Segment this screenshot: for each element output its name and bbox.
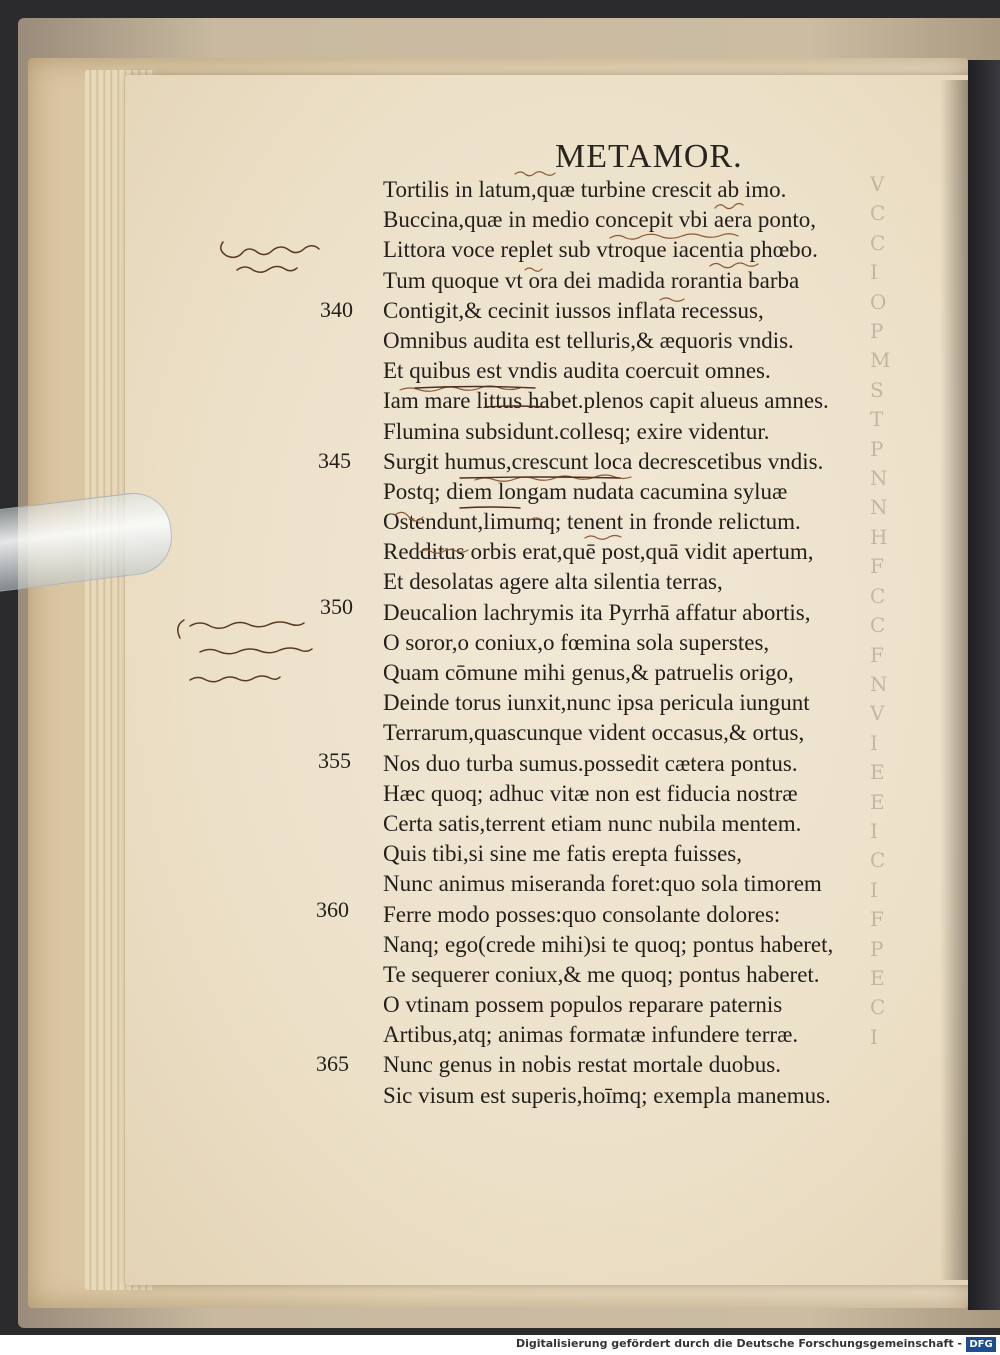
annotation-stroke: [395, 512, 423, 521]
underline-stroke: [460, 477, 620, 478]
margin-note: [215, 230, 335, 290]
verse-line: Iam mare littus habet.plenos capit alueus amnes.: [383, 388, 829, 414]
bleed-through-text: V C C I O P M S T P N N H F C C F N V I E E I C I F P E C I: [870, 172, 891, 1049]
book-spine: [968, 60, 1000, 1310]
verse-line: Quam cōmune mihi genus,& patruelis origo,: [383, 660, 794, 685]
verse-line: Et desolatas agere alta silentia terras,: [383, 569, 723, 595]
verse-line: Nos duo turba sumus.possedit cætera pontus.: [383, 750, 798, 776]
verse-line: O vtinam possem populos reparare paternis: [383, 992, 783, 1018]
verse-line: Et quibus est vndis audita coercuit omnes.: [383, 358, 771, 384]
verse-line: Littora voce replet sub vtroque iacentia phœbo.: [383, 237, 818, 263]
annotation-stroke: [585, 536, 621, 540]
verse-line: Hæc quoq; adhuc vitæ non est fiducia nostræ: [383, 780, 798, 806]
verse-line: Terrarum,quascunque vident occasus,& ortus,: [383, 720, 805, 746]
line-number: 365: [316, 1051, 349, 1076]
verse-line: Tortilis in latum,quæ turbine crescit ab imo.: [383, 177, 787, 202]
verse-line: Nanq; ego(crede mihi)si te quoq; pontus haberet,: [383, 931, 834, 957]
underline-stroke: [485, 406, 545, 407]
line-number: 345: [318, 448, 351, 473]
verse-line: O soror,o coniux,o fœmina sola superstes,: [383, 629, 770, 655]
verse-line: Quis tibi,si sine me fatis erepta fuisses,: [383, 841, 742, 867]
verse-line: Nunc genus in nobis restat mortale duobus.: [383, 1052, 781, 1078]
verse-line: Tum quoque vt ora dei madida rorantia barba: [383, 267, 800, 293]
underline-stroke: [460, 507, 520, 508]
verse-line: Postq; diem longam nudata cacumina syluæ: [383, 478, 788, 504]
annotation-stroke: [420, 550, 468, 554]
line-number: 355: [318, 748, 351, 773]
verse-line: Omnibus audita est telluris,& æquoris vndis.: [383, 327, 794, 353]
verse-line: Nunc animus miseranda foret:quo sola timorem: [383, 871, 822, 897]
verse-line: Artibus,atq; animas formatæ infundere terræ.: [383, 1022, 799, 1048]
footer-bar: [0, 1335, 1000, 1355]
verse-line: Contigit,& cecinit iussos inflata recessus,: [383, 297, 764, 323]
line-number: 350: [320, 594, 353, 619]
gutter-shadow: [940, 80, 970, 1280]
verse-line: Buccina,quæ in medio concepit vbi aera ponto,: [383, 207, 817, 233]
line-number: 360: [316, 897, 349, 922]
margin-note: [170, 612, 340, 702]
annotation-stroke: [660, 298, 684, 301]
annotation-stroke: [715, 204, 743, 209]
funding-credit: Digitalisierung gefördert durch die Deutsche Forschungsgemeinschaft -: [515, 1337, 962, 1350]
verse-line: Certa satis,terrent etiam nunc nubila mentem.: [383, 810, 802, 836]
annotation-stroke: [610, 234, 738, 239]
verse-line: Te sequerer coniux,& me quoq; pontus haberet.: [383, 961, 820, 987]
handwritten-annotations: [380, 160, 880, 1120]
verse-line: Redditus orbis erat,quē post,quā vidit apertum,: [383, 539, 814, 565]
verse-line: Deucalion lachrymis ita Pyrrhā affatur abortis,: [383, 599, 811, 625]
annotation-stroke: [515, 172, 555, 176]
running-title: METAMOR.: [555, 138, 743, 175]
verse-line: Sic visum est superis,hoīmq; exempla manemus.: [383, 1082, 831, 1108]
dfg-logo: DFG: [966, 1337, 996, 1352]
annotation-stroke: [525, 268, 542, 271]
verse-line: Ostendunt,limumq; tenent in fronde relictum.: [383, 509, 801, 535]
verse-line: Flumina subsidunt.collesq; exire videntur.: [383, 418, 770, 444]
underline-stroke: [415, 387, 535, 389]
line-number: 340: [320, 297, 353, 322]
annotation-stroke: [530, 518, 542, 520]
verse-line: Ferre modo posses:quo consolante dolores:: [383, 901, 781, 927]
annotation-stroke: [710, 263, 758, 268]
verse-line: Surgit humus,crescunt loca decrescetibus vndis.: [383, 448, 824, 474]
verse-line: Deinde torus iunxit,nunc ipsa pericula iungunt: [383, 690, 810, 716]
